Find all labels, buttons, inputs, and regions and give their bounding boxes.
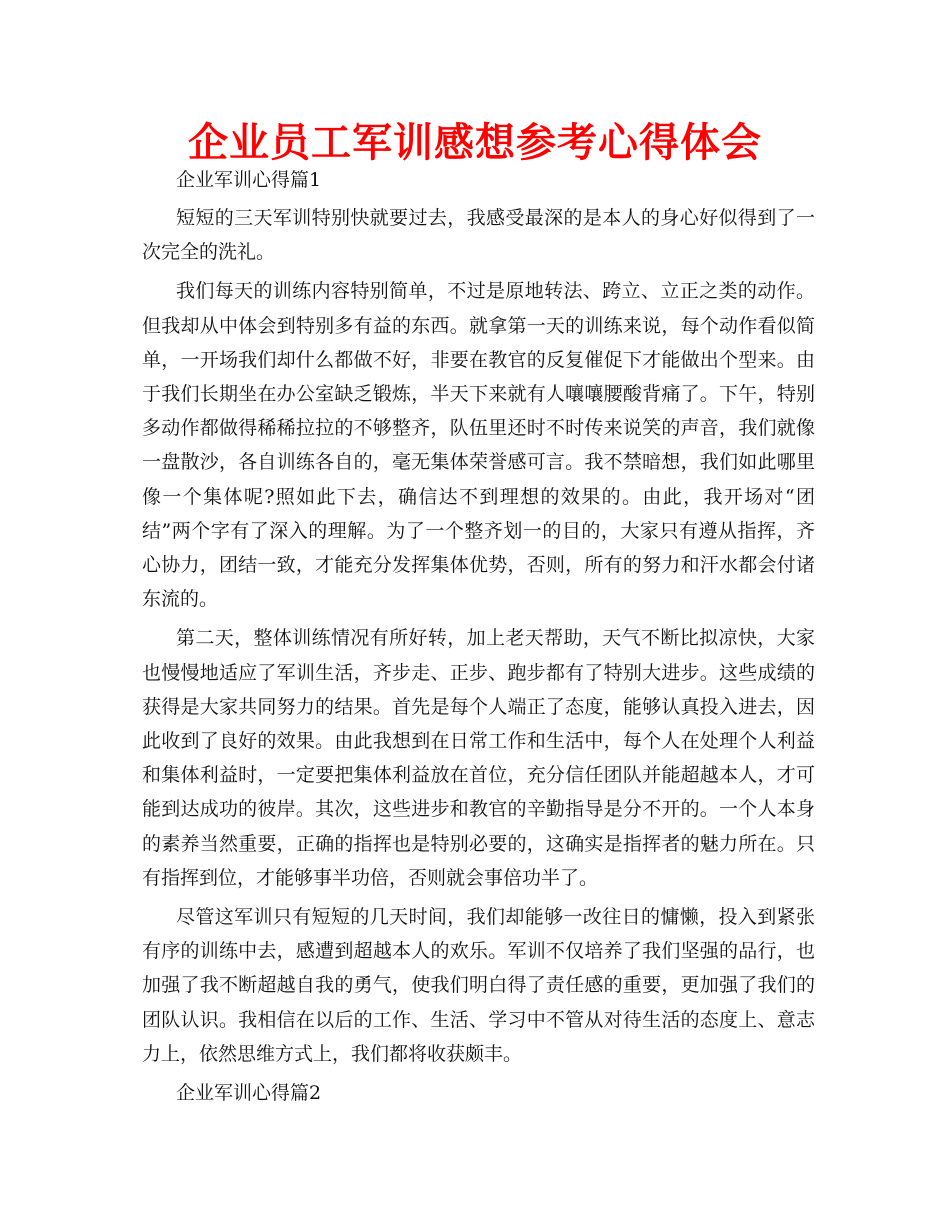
section-heading-2: 企业军训心得篇2 (176, 1082, 322, 1105)
paragraph-2: 我们每天的训练内容特别简单，不过是原地转法、跨立、立正之类的动作。但我却从中体会到特别多有益的东西。就拿第一天的训练来说，每个动作看似简单，一开场我们却什么都做不好，非要在教官的反复催促下才能做出个型来。由于我们长期坐在办公室缺乏锻炼，半天下来就有人嚷嚷腰酸背痛了。下午，特别多动作都做得稀稀拉拉的不够整齐，队伍里还时不时传来说笑的声音，我们就像一盘散沙，各自训练各自的，毫无集体荣誉感可言。我不禁暗想，我们如此哪里像一个集体呢?照如此下去，确信达不到理想的效果的。由此，我开场对“团结”两个字有了深入的理解。为了一个整齐划一的目的，大家只有遵从指挥，齐心协力，团结一致，才能充分发挥集体优势，否则，所有的努力和汗水都会付诸东流的。 (142, 280, 815, 611)
paragraph-3: 第二天，整体训练情况有所好转，加上老天帮助，天气不断比拟凉快，大家也慢慢地适应了军训生活，齐步走、正步、跑步都有了特别大进步。这些成绩的获得是大家共同努力的结果。首先是每个人端正了态度，能够认真投入进去，因此收到了良好的效果。由此我想到在日常工作和生活中，每个人在处理个人利益和集体利益时，一定要把集体利益放在首位，充分信任团队并能超越本人，才可能到达成功的彼岸。其次，这些进步和教官的辛勤指导是分不开的。一个人本身的素养当然重要，正确的指挥也是特别必要的，这确实是指挥者的魅力所在。只有指挥到位，才能够事半功倍，否则就会事倍功半了。 (142, 627, 815, 889)
document-body (142, 164, 815, 1109)
paragraph-1: 短短的三天军训特别快就要过去，我感受最深的是本人的身心好似得到了一次完全的洗礼。 (142, 207, 815, 264)
section-heading-1: 企业军训心得篇1 (176, 169, 322, 191)
document-title: 企业员工军训感想参考心得体会 (188, 120, 762, 166)
paragraph-4: 尽管这军训只有短短的几天时间，我们却能够一改往日的慵懒，投入到紧张有序的训练中去，感遭到超越本人的欢乐。军训不仅培养了我们坚强的品行，也加强了我不断超越自我的勇气，使我们明白得了责任感的重要，更加强了我们的团队认识。我相信在以后的工作、生活、学习中不管从对待生活的态度上、意志力上，依然思维方式上，我们都将收获颇丰。 (142, 906, 815, 1065)
